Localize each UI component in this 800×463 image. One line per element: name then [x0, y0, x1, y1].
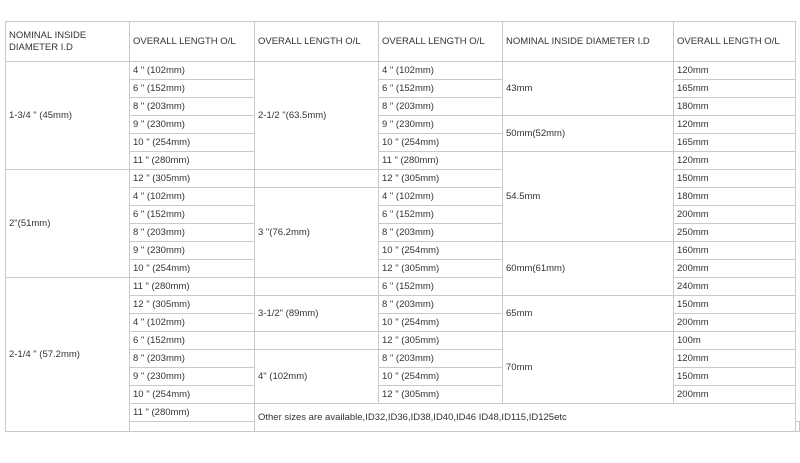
- table-cell: 70mm: [503, 332, 674, 404]
- table-cell: 6 " (152mm): [130, 332, 255, 350]
- hose-spec-table: [5, 21, 800, 432]
- table-cell: 54.5mm: [503, 152, 674, 242]
- header-overall-length: OVERALL LENGTH O/L: [130, 22, 255, 62]
- table-cell: 150mm: [674, 296, 796, 314]
- table-cell: 9 " (230mm): [130, 116, 255, 134]
- table-cell: 10 " (254mm): [379, 242, 503, 260]
- table-cell: 4 " (102mm): [379, 188, 503, 206]
- table-cell: [255, 332, 379, 350]
- table-cell: 165mm: [674, 80, 796, 98]
- table-cell: 11 " (280mm): [130, 152, 255, 170]
- header-overall-length: OVERALL LENGTH O/L: [379, 22, 503, 62]
- table-cell: 8 " (203mm): [130, 98, 255, 116]
- table-cell: 9 " (230mm): [130, 242, 255, 260]
- table-cell: 4 " (102mm): [130, 314, 255, 332]
- table-cell: 8 " (203mm): [379, 98, 503, 116]
- table-cell: 6 " (152mm): [379, 278, 503, 296]
- table-cell: 150mm: [674, 170, 796, 188]
- table-cell: 120mm: [674, 350, 796, 368]
- table-cell: 165mm: [674, 134, 796, 152]
- table-row: [6, 170, 800, 188]
- table-cell: 8 " (203mm): [379, 350, 503, 368]
- table-cell: 4 " (102mm): [379, 62, 503, 80]
- table-cell: 2-1/4 " (57.2mm): [6, 278, 130, 432]
- table-cell: 10 " (254mm): [379, 134, 503, 152]
- table-cell: 8 " (203mm): [379, 296, 503, 314]
- table-cell: 150mm: [674, 368, 796, 386]
- table-cell: 4" (102mm): [255, 350, 379, 404]
- header-nominal-id: NOMINAL INSIDE DIAMETER I.D: [503, 22, 674, 62]
- table-cell: 1-3/4 " (45mm): [6, 62, 130, 170]
- table-cell: 250mm: [674, 224, 796, 242]
- table-cell: 200mm: [674, 314, 796, 332]
- header-nominal-id: NOMINAL INSIDE DIAMETER I.D: [6, 22, 130, 62]
- table-cell: 200mm: [674, 386, 796, 404]
- table-cell: [255, 170, 379, 188]
- table-cell: 240mm: [674, 278, 796, 296]
- table-row: [6, 62, 800, 80]
- table-cell: 180mm: [674, 98, 796, 116]
- table-cell: 10 " (254mm): [130, 386, 255, 404]
- table-cell: 9 " (230mm): [130, 368, 255, 386]
- table-cell: 2-1/2 "(63.5mm): [255, 62, 379, 170]
- table-cell: 11 " (280mm): [130, 278, 255, 296]
- spec-table-container: [5, 21, 800, 432]
- table-cell: [255, 278, 379, 296]
- table-cell: [796, 422, 800, 432]
- header-row: [6, 22, 800, 62]
- table-cell: 6 " (152mm): [379, 206, 503, 224]
- table-cell: 4 " (102mm): [130, 188, 255, 206]
- table-cell: 43mm: [503, 62, 674, 116]
- table-cell: 180mm: [674, 188, 796, 206]
- table-cell: 10 " (254mm): [379, 368, 503, 386]
- table-cell: 10 " (254mm): [130, 260, 255, 278]
- table-cell: 120mm: [674, 152, 796, 170]
- table-cell: 200mm: [674, 206, 796, 224]
- header-overall-length: OVERALL LENGTH O/L: [255, 22, 379, 62]
- table-cell: 200mm: [674, 260, 796, 278]
- table-cell: 9 " (230mm): [379, 116, 503, 134]
- table-cell: 12 " (305mm): [379, 170, 503, 188]
- table-cell: 10 " (254mm): [130, 134, 255, 152]
- other-sizes-note: Other sizes are available,ID32,ID36,ID38,ID40,ID46 ID48,ID115,ID125etc: [255, 404, 796, 432]
- table-cell: 50mm(52mm): [503, 116, 674, 152]
- table-cell: 11 " (280mm): [130, 404, 255, 422]
- table-row: [6, 278, 800, 296]
- table-cell: 4 " (102mm): [130, 62, 255, 80]
- table-cell: 3 "(76.2mm): [255, 188, 379, 278]
- table-cell: 60mm(61mm): [503, 242, 674, 296]
- table-cell: 100m: [674, 332, 796, 350]
- table-cell: 8 " (203mm): [379, 224, 503, 242]
- table-cell: 12 " (305mm): [379, 260, 503, 278]
- table-cell: 8 " (203mm): [130, 224, 255, 242]
- table-cell: 120mm: [674, 116, 796, 134]
- table-cell: 6 " (152mm): [130, 80, 255, 98]
- table-cell: 12 " (305mm): [379, 332, 503, 350]
- header-overall-length: OVERALL LENGTH O/L: [674, 22, 796, 62]
- table-cell: [130, 422, 255, 432]
- table-cell: 12 " (305mm): [379, 386, 503, 404]
- table-cell: 12 " (305mm): [130, 170, 255, 188]
- table-cell: 8 " (203mm): [130, 350, 255, 368]
- table-cell: 6 " (152mm): [130, 206, 255, 224]
- table-cell: 2"(51mm): [6, 170, 130, 278]
- table-cell: 11 " (280mm): [379, 152, 503, 170]
- table-cell: 3-1/2" (89mm): [255, 296, 379, 332]
- table-cell: 120mm: [674, 62, 796, 80]
- table-cell: 160mm: [674, 242, 796, 260]
- table-cell: 10 " (254mm): [379, 314, 503, 332]
- table-cell: 12 " (305mm): [130, 296, 255, 314]
- table-cell: 6 " (152mm): [379, 80, 503, 98]
- table-cell: 65mm: [503, 296, 674, 332]
